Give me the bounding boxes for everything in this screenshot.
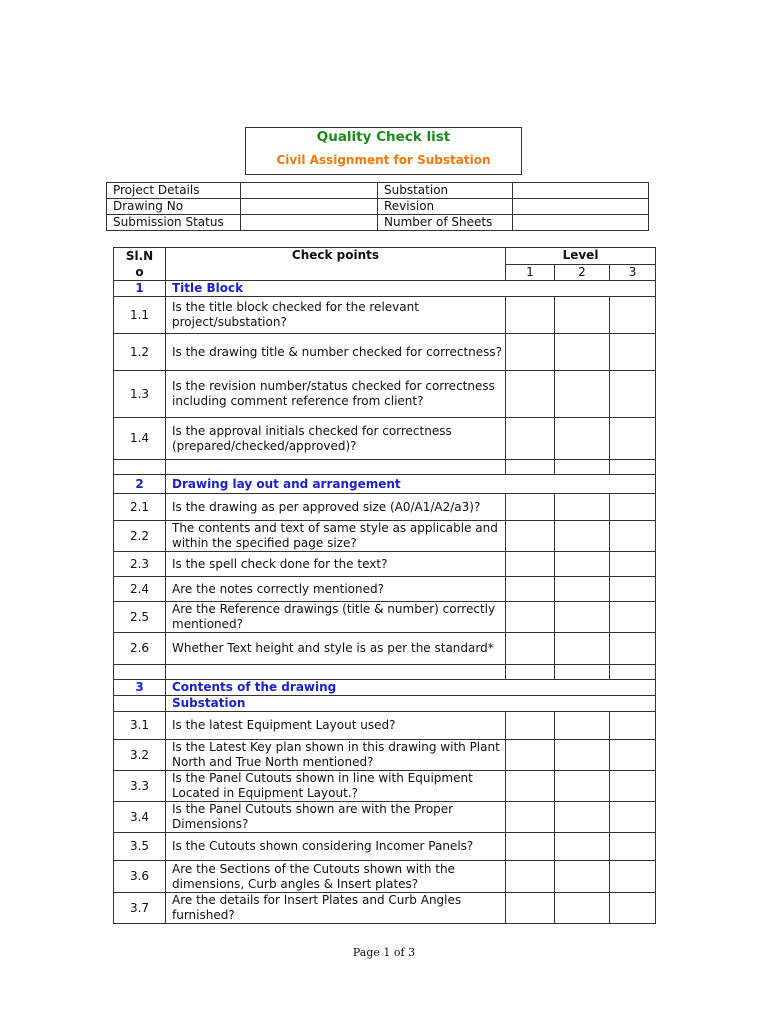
level-1-cell[interactable] (506, 771, 555, 802)
check-point-text: Is the Panel Cutouts shown are with the Proper Dimensions? (166, 802, 506, 833)
check-point-text: Is the Cutouts shown considering Incomer Panels? (166, 833, 506, 861)
level-2-cell[interactable] (555, 771, 610, 802)
row-number: 3.4 (114, 802, 166, 833)
level-3-cell[interactable] (610, 802, 656, 833)
level-2-cell[interactable] (555, 418, 610, 460)
details-value-field[interactable] (513, 183, 649, 199)
section-title: Drawing lay out and arrangement (166, 475, 656, 494)
table-row (114, 771, 656, 802)
check-point-text: Is the drawing as per approved size (A0/A1/A2/a3)? (166, 494, 506, 521)
details-label: Drawing No (107, 199, 241, 215)
row-number (114, 665, 166, 680)
document-subtitle: Civil Assignment for Substation (276, 153, 491, 167)
check-point-text: Is the spell check done for the text? (166, 552, 506, 577)
level-1-header: 1 (506, 264, 555, 281)
level-3-cell[interactable] (610, 521, 656, 552)
level-2-cell[interactable] (555, 740, 610, 771)
check-point-text: Is the revision number/status checked for correctness including comment reference from client? (166, 371, 506, 418)
level-1-cell[interactable] (506, 418, 555, 460)
row-number: 2.1 (114, 494, 166, 521)
details-row (107, 199, 649, 215)
table-row (114, 371, 656, 418)
section-title: Contents of the drawing (166, 680, 656, 696)
row-number: 2.4 (114, 577, 166, 602)
level-3-cell[interactable] (610, 740, 656, 771)
level-3-cell[interactable] (610, 371, 656, 418)
details-row (107, 183, 649, 199)
level-1-cell[interactable] (506, 893, 555, 924)
level-2-cell[interactable] (555, 521, 610, 552)
table-row (114, 334, 656, 371)
table-row (114, 577, 656, 602)
details-label: Substation (378, 183, 513, 199)
table-row (114, 633, 656, 665)
check-point-text: Is the approval initials checked for correctness (prepared/checked/approved)? (166, 418, 506, 460)
level-2-cell[interactable] (555, 633, 610, 665)
check-point-text: Is the Panel Cutouts shown in line with Equipment Located in Equipment Layout.? (166, 771, 506, 802)
level-2-cell[interactable] (555, 802, 610, 833)
level-3-cell[interactable] (610, 552, 656, 577)
level-3-cell[interactable] (610, 418, 656, 460)
level-2-cell[interactable] (555, 297, 610, 334)
level-1-cell[interactable] (506, 740, 555, 771)
check-point-text: Is the latest Equipment Layout used? (166, 712, 506, 740)
level-1-cell[interactable] (506, 861, 555, 893)
table-row (114, 740, 656, 771)
column-header-check-points: Check points (166, 248, 506, 281)
level-3-cell[interactable] (610, 577, 656, 602)
level-1-cell[interactable] (506, 460, 555, 475)
level-1-cell[interactable] (506, 633, 555, 665)
row-number: 1 (114, 281, 166, 297)
level-1-cell[interactable] (506, 297, 555, 334)
section-header-row (114, 281, 656, 297)
level-3-cell[interactable] (610, 861, 656, 893)
details-label: Number of Sheets (378, 215, 513, 231)
row-number: 2.6 (114, 633, 166, 665)
level-2-cell[interactable] (555, 833, 610, 861)
row-number: 1.3 (114, 371, 166, 418)
check-point-text: Are the notes correctly mentioned? (166, 577, 506, 602)
table-row (114, 833, 656, 861)
level-3-cell[interactable] (610, 771, 656, 802)
check-point-text: Is the drawing title & number checked for correctness? (166, 334, 506, 371)
level-1-cell[interactable] (506, 833, 555, 861)
row-number: 2 (114, 475, 166, 494)
level-2-cell[interactable] (555, 494, 610, 521)
level-2-cell[interactable] (555, 577, 610, 602)
details-value-field[interactable] (513, 199, 649, 215)
level-1-cell[interactable] (506, 602, 555, 633)
table-row (114, 802, 656, 833)
row-number: 1.4 (114, 418, 166, 460)
section-header-row (114, 475, 656, 494)
checklist-table (113, 247, 656, 924)
table-row (114, 665, 656, 680)
row-number: 3.6 (114, 861, 166, 893)
level-1-cell[interactable] (506, 577, 555, 602)
level-1-cell[interactable] (506, 665, 555, 680)
project-details-table (106, 182, 649, 231)
row-number: 3.1 (114, 712, 166, 740)
check-point-text: The contents and text of same style as applicable and within the specified page size? (166, 521, 506, 552)
details-label: Project Details (107, 183, 241, 199)
level-1-cell[interactable] (506, 521, 555, 552)
row-number: 1.1 (114, 297, 166, 334)
level-1-cell[interactable] (506, 802, 555, 833)
level-1-cell[interactable] (506, 494, 555, 521)
row-number: 3.2 (114, 740, 166, 771)
row-number (114, 460, 166, 475)
table-row (114, 297, 656, 334)
row-number: 3 (114, 680, 166, 696)
details-label: Submission Status (107, 215, 241, 231)
check-point-text (166, 665, 506, 680)
level-2-header: 2 (555, 264, 610, 281)
table-row (114, 521, 656, 552)
check-point-text: Are the Sections of the Cutouts shown with the dimensions, Curb angles & Insert plates? (166, 861, 506, 893)
level-1-cell[interactable] (506, 334, 555, 371)
level-3-cell[interactable] (610, 334, 656, 371)
section-title: Substation (166, 696, 656, 712)
level-2-cell[interactable] (555, 460, 610, 475)
section-header-row (114, 680, 656, 696)
details-value-field[interactable] (513, 215, 649, 231)
row-number: 3.7 (114, 893, 166, 924)
level-3-cell[interactable] (610, 665, 656, 680)
details-value-field[interactable] (241, 183, 378, 199)
level-2-cell[interactable] (555, 893, 610, 924)
check-point-text: Are the Reference drawings (title & number) correctly mentioned? (166, 602, 506, 633)
table-row (114, 418, 656, 460)
level-2-cell[interactable] (555, 712, 610, 740)
level-3-cell[interactable] (610, 460, 656, 475)
column-header-level: Level (506, 248, 656, 265)
table-row (114, 552, 656, 577)
table-row (114, 460, 656, 475)
level-3-cell[interactable] (610, 602, 656, 633)
table-row (114, 861, 656, 893)
level-3-cell[interactable] (610, 494, 656, 521)
level-2-cell[interactable] (555, 552, 610, 577)
row-number: 3.3 (114, 771, 166, 802)
document-title: Quality Check list (316, 129, 451, 145)
level-3-cell[interactable] (610, 893, 656, 924)
check-point-text: Are the details for Insert Plates and Curb Angles furnished? (166, 893, 506, 924)
level-2-cell[interactable] (555, 371, 610, 418)
row-number: 2.3 (114, 552, 166, 577)
section-title: Title Block (166, 281, 656, 297)
check-point-text: Is the Latest Key plan shown in this drawing with Plant North and True North mentioned? (166, 740, 506, 771)
check-point-text: Whether Text height and style is as per the standard* (166, 633, 506, 665)
check-point-text: Is the title block checked for the relevant project/substation? (166, 297, 506, 334)
level-3-header: 3 (610, 264, 656, 281)
section-header-row (114, 696, 656, 712)
details-row (107, 215, 649, 231)
table-row (114, 602, 656, 633)
column-header-slno: Sl.N o (114, 248, 166, 281)
row-number: 2.5 (114, 602, 166, 633)
row-number: 3.5 (114, 833, 166, 861)
row-number: 2.2 (114, 521, 166, 552)
level-3-cell[interactable] (610, 633, 656, 665)
level-3-cell[interactable] (610, 712, 656, 740)
document-title-box (245, 127, 522, 175)
level-1-cell[interactable] (506, 712, 555, 740)
details-value-field[interactable] (241, 215, 378, 231)
table-row (114, 712, 656, 740)
details-value-field[interactable] (241, 199, 378, 215)
row-number: 1.2 (114, 334, 166, 371)
row-number (114, 696, 166, 712)
table-row (114, 893, 656, 924)
level-2-cell[interactable] (555, 334, 610, 371)
level-3-cell[interactable] (610, 297, 656, 334)
level-3-cell[interactable] (610, 833, 656, 861)
level-2-cell[interactable] (555, 665, 610, 680)
level-2-cell[interactable] (555, 602, 610, 633)
level-2-cell[interactable] (555, 861, 610, 893)
page-number: Page 1 of 3 (352, 946, 416, 959)
table-row (114, 494, 656, 521)
details-label: Revision (378, 199, 513, 215)
check-point-text (166, 460, 506, 475)
level-1-cell[interactable] (506, 371, 555, 418)
level-1-cell[interactable] (506, 552, 555, 577)
